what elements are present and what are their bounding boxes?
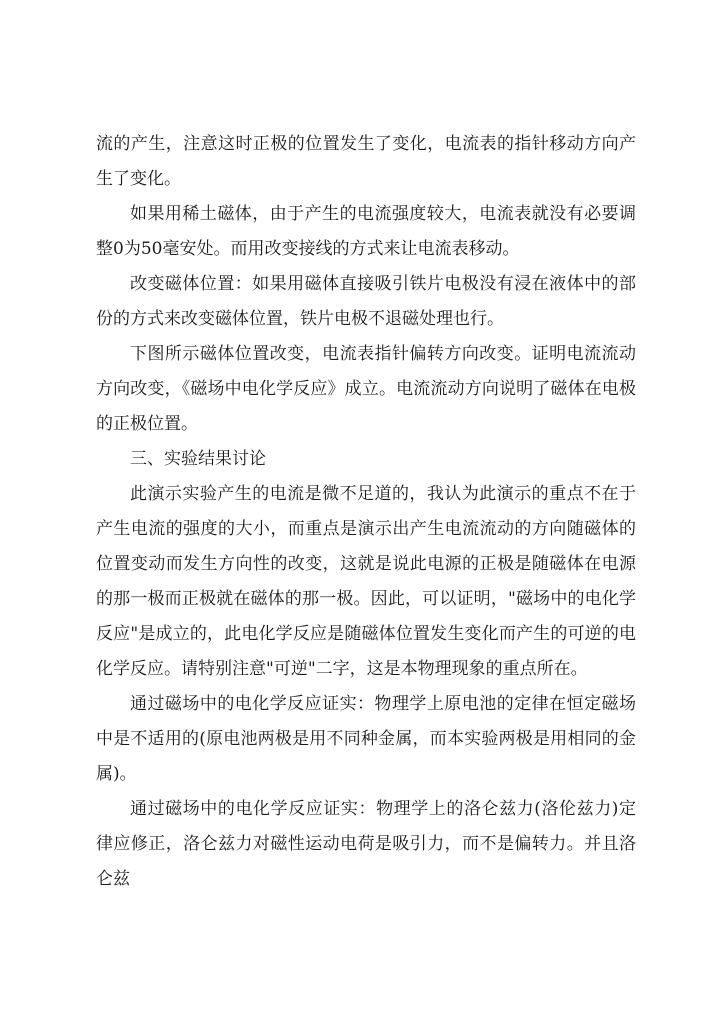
paragraph-primary-cell-law: 通过磁场中的电化学反应证实：物理学上原电池的定律在恒定磁场中是不适用的(原电池两极是用不同种金属，而本实验两极是用相同的金属)。 <box>96 694 636 784</box>
paragraph-figure-description: 下图所示磁体位置改变，电流表指针偏转方向改变。证明电流流动方向改变，《磁场中电化学反应》成立。电流流动方向说明了磁体在电极的正极位置。 <box>96 344 636 434</box>
paragraph-rare-earth-magnet: 如果用稀土磁体，由于产生的电流强度较大，电流表就没有必要调整0为50毫安处。而用改变接线的方式来让电流表移动。 <box>96 204 636 259</box>
document-body <box>96 127 636 897</box>
paragraph-continuation: 流的产生，注意这时正极的位置发生了变化，电流表的指针移动方向产生了变化。 <box>96 134 636 189</box>
section-heading-results-discussion: 三、实验结果讨论 <box>130 449 266 469</box>
paragraph-lorentz-force: 通过磁场中的电化学反应证实：物理学上的洛仑兹力(洛伦兹力)定律应修正，洛仑兹力对磁性运动电荷是吸引力，而不是偏转力。并且洛仑兹 <box>96 799 636 889</box>
paragraph-discussion: 此演示实验产生的电流是微不足道的，我认为此演示的重点不在于产生电流的强度的大小，而重点是演示出产生电流流动的方向随磁体的位置变动而发生方向性的改变，这就是说此电源的正极是随磁体在电源的那一极而正极就在磁体的那一极。因此，可以证明，"磁场中的电化学反应"是成立的，此电化学反应是随磁体位置发生变化而产生的可逆的电化学反应。请特别注意"可逆"二字，这是本物理现象的重点所在。 <box>96 484 636 679</box>
paragraph-change-magnet-position: 改变磁体位置：如果用磁体直接吸引铁片电极没有浸在液体中的部份的方式来改变磁体位置，铁片电极不退磁处理也行。 <box>96 274 636 329</box>
